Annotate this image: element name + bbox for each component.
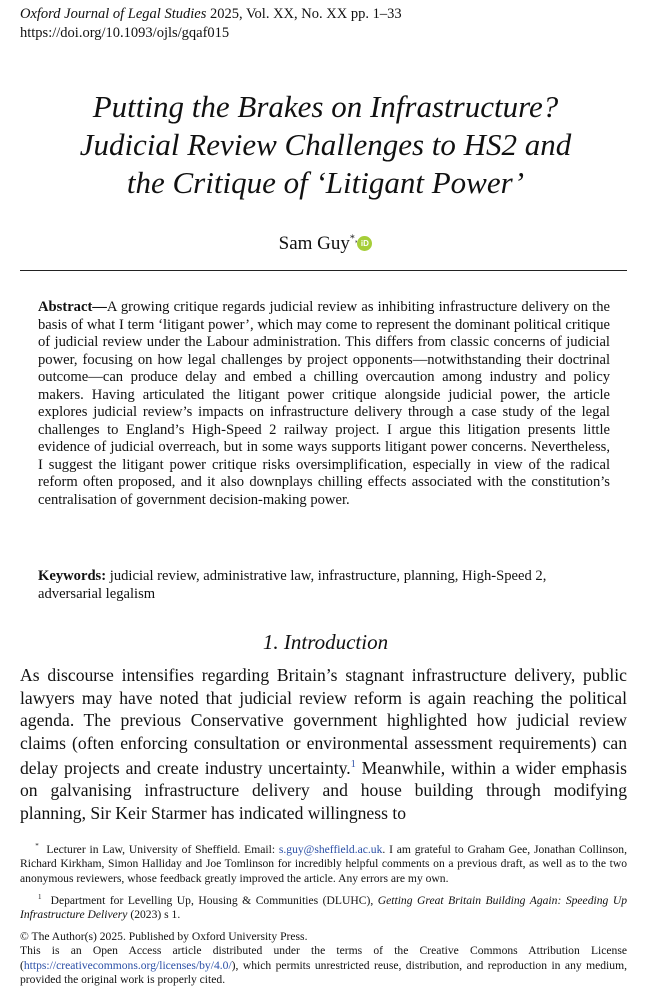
footnote-ref-1[interactable]: 1 xyxy=(350,759,356,770)
footnote-star-mark: * xyxy=(35,842,39,850)
journal-volume: 2025, Vol. XX, No. XX pp. 1–33 xyxy=(209,6,402,22)
journal-name: Oxford Journal of Legal Studies xyxy=(20,6,207,22)
title-line-2: Judicial Review Challenges to HS2 and xyxy=(79,127,572,162)
body-paragraph xyxy=(20,664,627,824)
body-text-part-2: Meanwhile, within a wider emphasis on galvanising infrastructure delivery and house building through modifying planning, Sir Keir Starmer has indicated willingness to xyxy=(20,757,627,823)
abstract-text: A growing critique regards judicial review as inhibiting infrastructure delivery on the basis of what I term ‘litigant power’, which may come to represent the dominant political critique of judicial review under the Labour administration. This differs from classic concerns of judicial power, focusing on how legal challenges by project opponents—notwithstanding their doctrinal outcome—can produce delay and embed a chilling overcaution among industry and policy makers. Having articulated the litigant power critique alongside judicial power, the article explores judicial review’s impacts on infrastructure delivery through a case study of the legal challenges to England’s High-Speed 2 railway project. I argue this litigation presents little evidence of judicial overreach, but in some ways supports litigant power concerns. Nevertheless, I suggest the litigant power critique risks oversimplification, especially in view of the radical reform often proposed, and it also downplays chilling effects associated with the constitution’s centralisation of government decision-making power. xyxy=(38,299,610,508)
author-name[interactable]: Sam Guy xyxy=(278,233,350,254)
author-email-link[interactable]: s.guy@sheffield.ac.uk xyxy=(278,842,383,856)
section-heading-introduction: 1. Introduction xyxy=(262,630,389,654)
footnote-1-text-rest: (2023) s 1. xyxy=(127,908,181,922)
title-divider xyxy=(20,270,627,271)
keywords xyxy=(38,568,610,603)
license-text-rest: ), which permits unrestricted reuse, distribution, and reproduction in any medium, provided the original work is properly cited. xyxy=(20,958,627,987)
title-line-1: Putting the Brakes on Infrastructure? xyxy=(92,89,559,124)
journal-header xyxy=(20,5,402,43)
footnote-star xyxy=(20,839,627,886)
license-line xyxy=(20,944,627,987)
author-footnote-mark[interactable]: *, xyxy=(349,233,358,245)
license-text: This is an Open Access article distributed under the terms of the Creative Commons Attribution License ( xyxy=(20,944,627,972)
copyright-notice xyxy=(20,930,627,988)
footnote-1-text: Department for Levelling Up, Housing & Communities (DLUHC), xyxy=(50,893,378,907)
abstract xyxy=(38,299,610,509)
footnote-1-title: Getting Great Britain Building Again: Speeding Up Infrastructure Delivery xyxy=(20,893,627,922)
footnote-star-text: Lecturer in Law, University of Sheffield. Email: xyxy=(46,842,279,856)
footnote-1 xyxy=(20,890,627,923)
body-text-part-1: As discourse intensifies regarding Britain’s stagnant infrastructure delivery, public lawyers may have noted that judicial review reform is again reaching the political agenda. The previous Conservative government highlighted how judicial review claims (often enforcing consultation or environmental assessment requirements) can delay projects and create industry uncertainty. xyxy=(20,665,627,778)
author-line xyxy=(0,233,651,255)
copyright-line: © The Author(s) 2025. Published by Oxford University Press. xyxy=(20,930,308,943)
keywords-text: judicial review, administrative law, infrastructure, planning, High-Speed 2, adversarial legalism xyxy=(38,568,547,602)
abstract-label: Abstract— xyxy=(38,299,107,315)
footnotes xyxy=(20,839,627,923)
orcid-icon[interactable]: iD xyxy=(357,236,372,251)
footnote-1-mark: 1 xyxy=(38,893,42,902)
keywords-label: Keywords: xyxy=(38,568,107,584)
doi-link[interactable]: https://doi.org/10.1093/ojls/gqaf015 xyxy=(20,25,230,41)
title-line-3: the Critique of ‘Litigant Power’ xyxy=(126,165,525,200)
license-link[interactable]: https://creativecommons.org/licenses/by/4.0/ xyxy=(23,958,232,972)
footnote-star-text-rest: . I am grateful to Graham Gee, Jonathan Collinson, Richard Kirkham, Simon Halliday and Joe Tomlinson for incredibly helpful comments on a previous draft, as well as to the two anonymous reviewers, whose feedback greatly improved the article. Any errors are my own. xyxy=(20,842,628,885)
article-title xyxy=(0,88,651,202)
